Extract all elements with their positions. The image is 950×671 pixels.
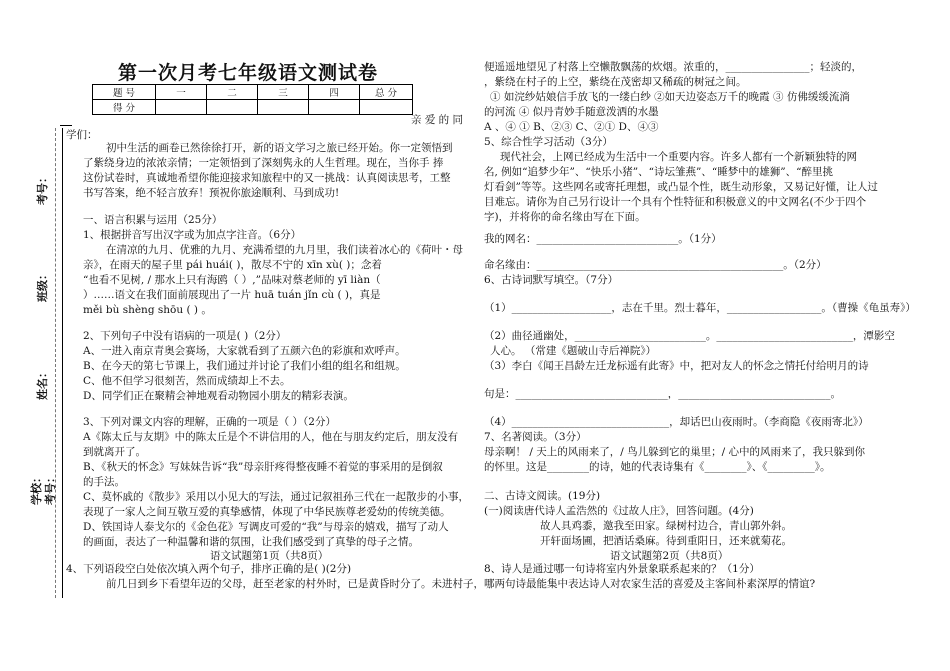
option: 到就离开了。: [83, 446, 146, 458]
option: C、莫怀戚的《散步》采用以小见大的写法，通过记叙祖孙三代在一起散步的小事，: [83, 491, 470, 503]
text-line: 的河流 ④ 似丹青妙手随意泼洒的水墨: [484, 106, 659, 118]
text-line: 在清凉的九月、优雅的九月、充满希望的九月里，我们读着冰心的《荷叶・母: [106, 244, 463, 256]
question: 2、下列句子中没有语病的一项是( )（2分）: [83, 330, 287, 342]
score-header-cell: 题 号: [93, 85, 156, 100]
option: 的画面，表达了一种温馨和谐的氛围，让我们感受到了真挚的母子之情。: [83, 536, 419, 548]
answer-line[interactable]: （2）曲径通幽处，_________________________。__________________________，潭影空: [484, 330, 895, 342]
side-label-kaohao: 考号：: [44, 472, 57, 505]
binding-line: [62, 128, 63, 598]
text-line: 初中生活的画卷已然徐徐打开，新的语文学习之旅已经开始。你一定领悟到: [106, 142, 453, 154]
text-line: 母亲啊！ / 天上的风雨来了，/ 鸟儿躲到它的巢里；/ 心中的风雨来了，我只躲到你: [484, 446, 865, 458]
page-footer: 语文试题第1页（共8页）: [210, 550, 329, 562]
side-label-school: 学校：: [30, 472, 43, 505]
score-header-cell: 二: [207, 85, 258, 100]
text-line: “也看不见树, / 那水上只有海鸥（ ）,”品味对蔡老师的 yī liàn（: [83, 274, 381, 286]
answer-line[interactable]: （1）___________________，志在千里。烈士暮年，__________________。（曹操《龟虽寿》）: [484, 302, 916, 314]
option: D、铁国诗人泰戈尔的《金色花》写调皮可爱的“我”与母亲的嬉戏，描写了动人: [83, 521, 449, 533]
answer-line[interactable]: 命名缘由：_______________________________________________。（2分）: [484, 259, 827, 271]
text-line: （3）李白《闻王昌龄左迁龙标遥有此寄》中，把对友人的怀念之情托付给明月的诗: [484, 360, 869, 372]
option: B、《秋天的怀念》写妹妹告诉“我”母亲肝疼得整夜睡不着觉的事采用的是倒叙: [83, 461, 443, 473]
option: B、在今天的第七节课上，我们通过并讨论了我们小组的组名和组规。: [83, 360, 406, 372]
score-input-cell[interactable]: [258, 100, 309, 115]
question: 3、下列对课文内容的理解，正确的一项是（ ）（2分）: [83, 416, 336, 428]
side-label-class: 班级：: [36, 269, 49, 302]
question: 哪两句诗最能集中表达诗人对农家生活的喜爱及主客间朴素深厚的情谊?: [484, 578, 816, 590]
text-line: 了紫绕身边的浓浓亲情；一定领悟到了深刻隽永的人生哲理。现在，当你手 捧: [83, 157, 444, 169]
side-label-kaohao: 考号：: [36, 172, 49, 205]
score-header-cell: 一: [156, 85, 207, 100]
text-line: měi bù shèng shōu ( ) 。: [83, 304, 212, 316]
score-header-cell: 四: [309, 85, 360, 100]
answer-line[interactable]: （4）______________________________，却话巴山夜雨时。（李商隐《夜雨寄北》）: [484, 416, 869, 428]
text-line: 便遥遥地望见了村落上空懒散飘荡的炊烟。浓重的，________________；轻淡的，: [484, 61, 862, 73]
text-line: ① 如浣纱姑娘信手放飞的一缕白纱 ②如天边姿态万千的晚霞 ③ 仿佛缓缓流淌: [490, 91, 850, 103]
text-line: 字)，并将你的命名缘由写在下面。: [484, 211, 646, 223]
score-input-cell[interactable]: [207, 100, 258, 115]
question: 8、诗人是通过哪一句诗将室内外景象联系起来的？（1分）: [484, 563, 760, 575]
score-input-cell[interactable]: [360, 100, 413, 115]
answer-line[interactable]: 句是：_____________________________，_____________________________。: [484, 388, 841, 400]
question: 1、根据拼音写出汉字或为加点字注音。（6分）: [83, 229, 302, 241]
option: 表现了一家人之间互敬互爱的真挚感情，体现了中华民族尊老爱幼的传统美德。: [83, 506, 451, 518]
page-footer: 语文试题第2页（共8页）: [610, 550, 729, 562]
question: 5、综合性学习活动（3分）: [484, 136, 613, 148]
poem-line: 开轩面场圃，把酒话桑麻。待到重阳日，还来就菊花。: [540, 535, 792, 547]
text-line: 学们：: [66, 129, 98, 141]
field-underline: [60, 125, 72, 126]
text-line: 灯看剑”等等。这些网名或寄托理想，或凸显个性，既生动形象，又易记好懂，让人过: [484, 181, 878, 193]
text-line: 现代社会，上网已经成为生活中一个重要内容。许多人都有一个新颖独特的网: [500, 151, 857, 163]
option: A、一进入南京青奥会赛场，大家就看到了五颜六色的彩旗和欢呼声。: [83, 345, 406, 357]
question: 7、名著阅读。（3分）: [484, 431, 587, 443]
option: D、同学们正在聚精会神地观看动物园小朋友的精彩表演。: [83, 390, 354, 402]
score-input-cell[interactable]: [156, 100, 207, 115]
exam-title: 第一次月考七年级语文测试卷: [118, 62, 379, 84]
score-header-cell: 三: [258, 85, 309, 100]
poem-line: 故人具鸡黍，邀我至田家。绿树村边合，青山郭外斜。: [540, 520, 792, 532]
section-heading: 二、古诗文阅读。(19分): [484, 490, 601, 502]
text-line: 目难忘。请你为自己另行设计一个具有个性特征和积极意义的中文网名(不少于四个: [484, 196, 867, 208]
score-header-cell: 总 分: [360, 85, 413, 100]
section-heading: 一、语言积累与运用（25分）: [83, 214, 223, 226]
text-line: 这份试卷时，真诚地希望你能迎接求知旅程中的又一挑战：认真阅读思考，工整: [83, 172, 451, 184]
text-line: 亲》，在雨天的屋子里 pái huái( )，散尽不宁的 xīn xù( )；念着: [83, 259, 382, 271]
text-line: 书写答案，绝不轻言放弃！预祝你旅途顺利、马到成功!: [83, 187, 340, 199]
answer-line[interactable]: 的怀里。这是________的诗，她的代表诗集有《________》、《_________》。: [484, 461, 831, 473]
question: 6、古诗词默写填空。（7分）: [484, 274, 619, 286]
option: C、他不但学习很刻苦，然而成绩却上不去。: [83, 375, 291, 387]
question: (一)阅读唐代诗人孟浩然的《过故人庄》，回答问题。(4分): [484, 505, 754, 517]
binding-dash-line: [55, 128, 56, 598]
greeting-end: 亲 爱 的 同: [411, 114, 464, 126]
score-table: [92, 84, 413, 115]
answer-line[interactable]: 我的网名：___________________________。（1分）: [484, 233, 722, 245]
text-line: 名, 例如“追梦少年”、“快乐小猪”、“诗坛雏燕”、“睡梦中的雄狮”、“醉里挑: [484, 166, 833, 178]
text-line: 前几日到乡下看望年迈的父母，赶至老家的村外时，已是黄昏时分了。未进村子，: [106, 578, 484, 590]
option: A 、④ ① B、②③ C、②① D、④③: [484, 121, 659, 133]
score-input-cell[interactable]: [309, 100, 360, 115]
text-line: ，紫绕在村子的上空，紫绕在茂密却又稀疏的树冠之间。: [484, 76, 747, 88]
option: 的手法。: [83, 476, 125, 488]
side-label-name: 姓名：: [36, 367, 49, 400]
text-line: 人心。 （常建《题破山寺后禅院》）: [490, 345, 657, 357]
text-line: ）……语文在我们面前展现出了一片 huā tuán jǐn cù ( )，真是: [83, 289, 381, 301]
option: A《陈太丘与友期》中的陈太丘是个不讲信用的人，他在与朋友约定后，朋友没有: [83, 431, 459, 443]
question: 4、下列语段空白处依次填入两个句子，排序正确的是( )(2分): [66, 563, 352, 575]
score-label-cell: 得 分: [93, 100, 156, 115]
